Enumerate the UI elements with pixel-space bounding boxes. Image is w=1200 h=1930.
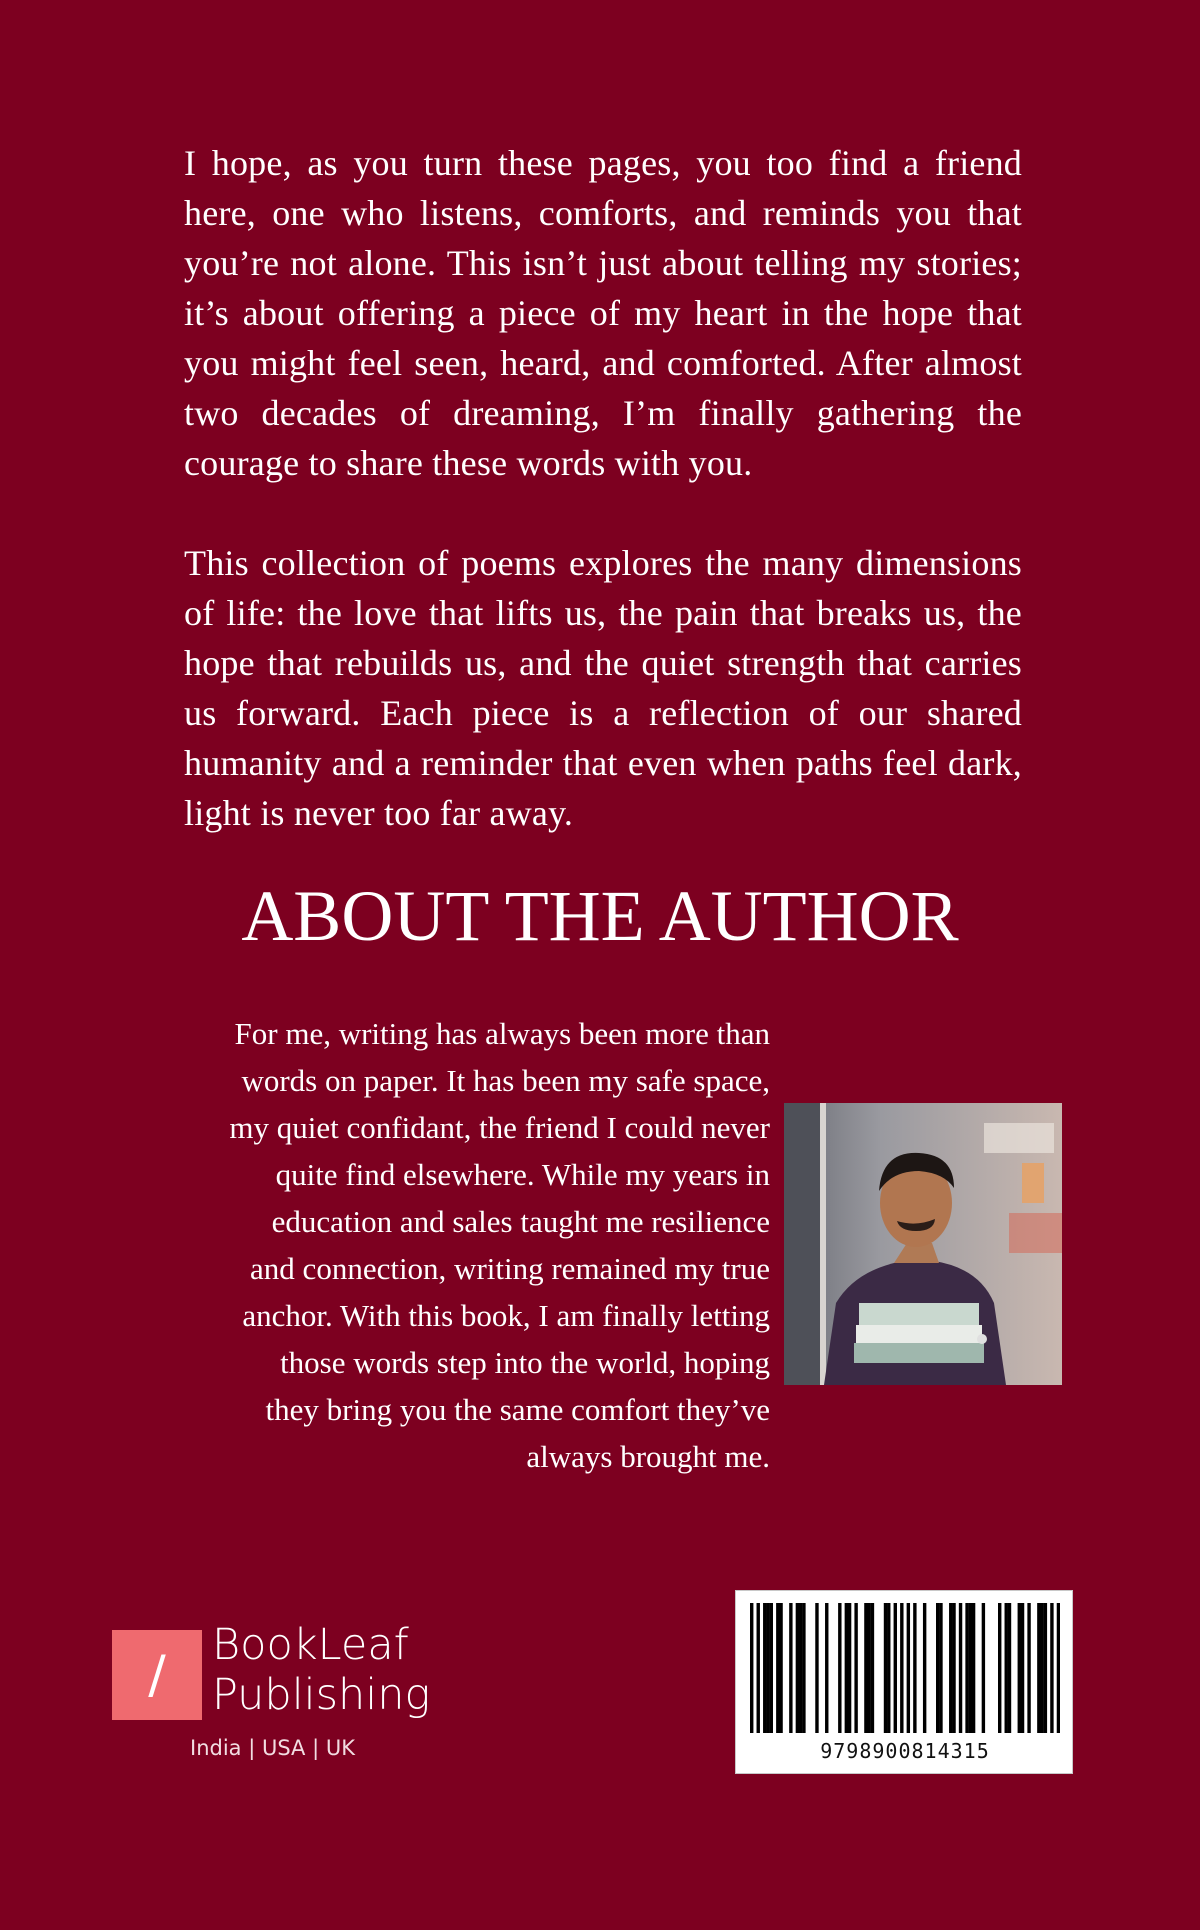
barcode-bar: [1018, 1603, 1021, 1733]
barcode-bar: [900, 1603, 903, 1733]
barcode-bar: [972, 1603, 975, 1733]
bio-line: For me, writing has always been more than: [234, 1016, 770, 1051]
barcode-bar: [854, 1603, 857, 1733]
barcode-bar: [907, 1603, 910, 1733]
barcode-bar: [1050, 1603, 1053, 1733]
barcode-bar: [750, 1603, 753, 1733]
barcode-bar: [799, 1603, 802, 1733]
barcode-bar: [952, 1603, 955, 1733]
barcode-bar: [802, 1603, 805, 1733]
publisher-logo-mark: [112, 1630, 202, 1720]
barcode-bar: [1057, 1603, 1060, 1733]
author-photo: [784, 1103, 1062, 1385]
author-bio: [140, 1010, 770, 1480]
barcode-bar: [965, 1603, 968, 1733]
publisher-name: [212, 1620, 430, 1720]
barcode-bar: [825, 1603, 828, 1733]
publisher-name-line1: BookLeaf: [212, 1620, 409, 1670]
barcode-bar: [776, 1603, 779, 1733]
barcode-bar: [884, 1603, 887, 1733]
barcode-bar: [815, 1603, 818, 1733]
barcode-bar: [949, 1603, 952, 1733]
about-author-heading: ABOUT THE AUTHOR: [241, 876, 959, 956]
bio-line: quite find elsewhere. While my years in: [275, 1157, 770, 1192]
barcode-bar: [936, 1603, 939, 1733]
barcode-bar: [1021, 1603, 1024, 1733]
bio-line: my quiet confidant, the friend I could never: [229, 1110, 770, 1145]
barcode-bar: [894, 1603, 897, 1733]
intro-paragraph-2: This collection of poems explores the many dimensions of life: the love that lifts us, the pain that breaks us, the hope that rebuilds us, and the quiet strength that carries us forward. Each piece is a reflection of our shared humanity and a reminder that even when paths feel dark, light is never too far away.: [184, 543, 1022, 833]
barcode-bar: [1040, 1603, 1043, 1733]
barcode-bar: [939, 1603, 942, 1733]
barcode-bar: [766, 1603, 769, 1733]
barcode-bar: [763, 1603, 766, 1733]
barcode-bar: [1027, 1603, 1030, 1733]
bio-line: always brought me.: [526, 1439, 770, 1474]
slash-icon: /: [148, 1645, 166, 1705]
intro-text: [184, 138, 1022, 888]
barcode-bar: [867, 1603, 870, 1733]
barcode-bar: [848, 1603, 851, 1733]
publisher-logo: [112, 1620, 512, 1768]
barcode-bar: [871, 1603, 874, 1733]
barcode-bar: [779, 1603, 782, 1733]
barcode-bar: [887, 1603, 890, 1733]
bio-line: and connection, writing remained my true: [250, 1251, 770, 1286]
barcode-bar: [923, 1603, 926, 1733]
barcode-bar: [1037, 1603, 1040, 1733]
bio-line: education and sales taught me resilience: [271, 1204, 770, 1239]
barcode-bar: [789, 1603, 792, 1733]
publisher-name-line2: Publishing: [212, 1670, 431, 1720]
barcode-bar: [1008, 1603, 1011, 1733]
isbn-number: 9798900814315: [820, 1739, 990, 1763]
barcode-bar: [770, 1603, 773, 1733]
barcode-bar: [845, 1603, 848, 1733]
barcode-bar: [1005, 1603, 1008, 1733]
barcode-bar: [757, 1603, 760, 1733]
publisher-regions: India | USA | UK: [190, 1736, 355, 1760]
barcode-bar: [998, 1603, 1001, 1733]
isbn-barcode: [735, 1590, 1073, 1774]
barcode-bar: [864, 1603, 867, 1733]
barcode-bar: [838, 1603, 841, 1733]
intro-paragraph-1: I hope, as you turn these pages, you too find a friend here, one who listens, comforts, and reminds you that you’re not alone. This isn’t just about telling my stories; it’s about offering a piece of my heart in the hope that you might feel seen, heard, and comforted. After almost two decades of dreaming, I’m finally gathering the courage to share these words with you.: [184, 143, 1022, 483]
barcode-bar: [959, 1603, 962, 1733]
barcode-bar: [969, 1603, 972, 1733]
barcode-bars: [750, 1603, 1060, 1733]
barcode-bar: [982, 1603, 985, 1733]
bio-line: those words step into the world, hoping: [280, 1345, 770, 1380]
barcode-bar: [913, 1603, 916, 1733]
barcode-bar: [796, 1603, 799, 1733]
bio-line: anchor. With this book, I am finally letting: [242, 1298, 770, 1333]
barcode-bar: [1044, 1603, 1047, 1733]
bio-line: words on paper. It has been my safe space,: [241, 1063, 770, 1098]
bio-line: they bring you the same comfort they’ve: [265, 1392, 770, 1427]
